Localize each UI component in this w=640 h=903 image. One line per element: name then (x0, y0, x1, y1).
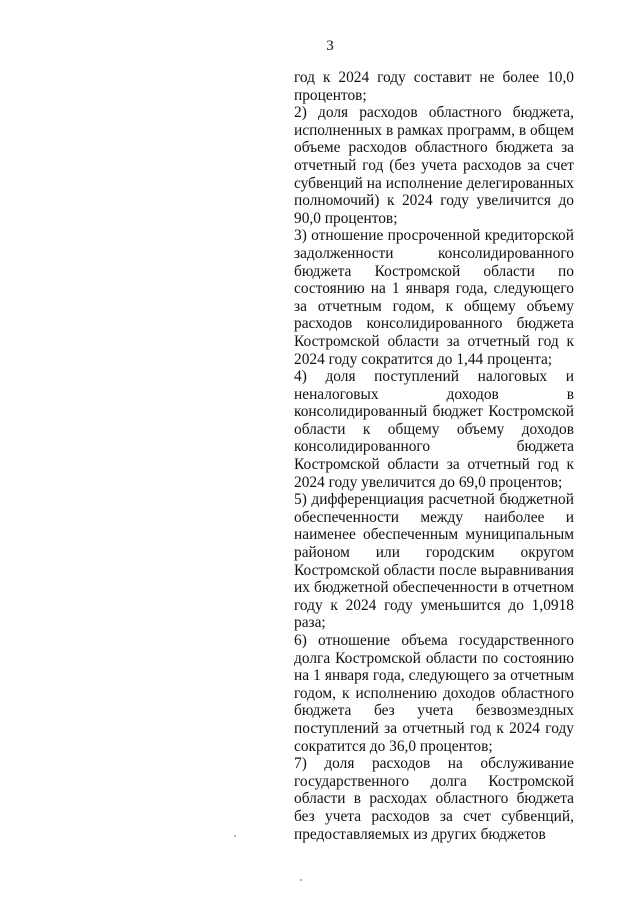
paragraph-item-2: 2) доля расходов областного бюджета, исполненных в рамках программ, в общем объеме расходов областного бюджета за отчетный год (без учета расходов за счет субвенций на исполнение делегированных полномочий) к 2024 году увеличится до 90,0 процентов; (294, 104, 574, 227)
paragraph-continuation: год к 2024 году составит не более 10,0 процентов; (294, 69, 574, 104)
document-body (294, 69, 574, 843)
scan-speck (234, 835, 236, 837)
paragraph-item-6: 6) отношение объема государственного долга Костромской области по состоянию на 1 января года, следующего за отчетным годом, к исполнению доходов областного бюджета без учета безвозмездных поступлений за отчетный год к 2024 году сократится до 36,0 процентов; (294, 632, 574, 755)
paragraph-item-7: 7) доля расходов на обслуживание государственного долга Костромской области в расходах областного бюджета без учета расходов за счет субвенций, предоставляемых из других бюджетов (294, 755, 574, 843)
paragraph-item-4: 4) доля поступлений налоговых и неналоговых доходов в консолидированный бюджет Костромской области к общему объему доходов консолидированного бюджета Костромской области за отчетный год к 2024 году увеличится до 69,0 процентов; (294, 368, 574, 491)
scan-speck (300, 879, 302, 881)
page-number: 3 (326, 38, 334, 54)
paragraph-item-5: 5) дифференциация расчетной бюджетной обеспеченности между наиболее и наименее обеспеченным муниципальным районом или городским округом Костромской области после выравнивания их бюджетной обеспеченности в отчетном году к 2024 году уменьшится до 1,0918 раза; (294, 491, 574, 632)
paragraph-item-3: 3) отношение просроченной кредиторской задолженности консолидированного бюджета Костромской области по состоянию на 1 января года, следующего за отчетным годом, к общему объему расходов консолидированного бюджета Костромской области за отчетный год к 2024 году сократится до 1,44 процента; (294, 227, 574, 368)
